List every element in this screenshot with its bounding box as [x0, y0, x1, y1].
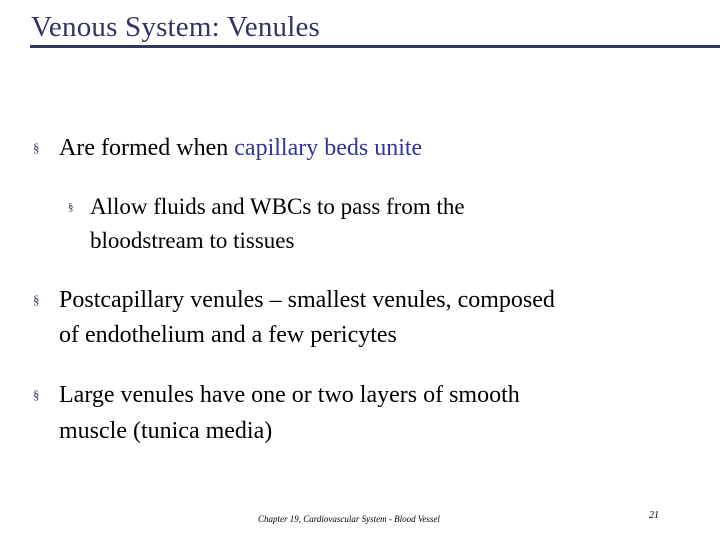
bullet-1-text [59, 131, 422, 165]
bullet-3-line-1: Large venules have one or two layers of smooth [59, 382, 520, 408]
bullet-1-sub-line-2: bloodstream to tissues [90, 228, 295, 253]
bullet-marker-icon: § [33, 387, 40, 402]
bullet-1-highlight: capillary beds unite [234, 135, 423, 161]
bullet-1-plain: Are formed when [59, 135, 235, 161]
slide-footer: Chapter 19, Cardiovascular System - Blood Vessel [258, 514, 440, 524]
slide-title: Venous System: Venules [31, 11, 321, 43]
bullet-3-line-2: muscle (tunica media) [59, 418, 273, 444]
bullet-1-sub-line-1: Allow fluids and WBCs to pass from the [90, 194, 465, 219]
sub-bullet-marker-icon: § [68, 201, 74, 213]
title-underline [30, 45, 720, 48]
page-number: 21 [649, 510, 659, 521]
bullet-2-line-1: Postcapillary venules – smallest venules, composed [59, 287, 555, 313]
bullet-marker-icon: § [33, 292, 40, 307]
bullet-marker-icon: § [33, 140, 40, 155]
bullet-2-line-2: of endothelium and a few pericytes [59, 322, 397, 348]
